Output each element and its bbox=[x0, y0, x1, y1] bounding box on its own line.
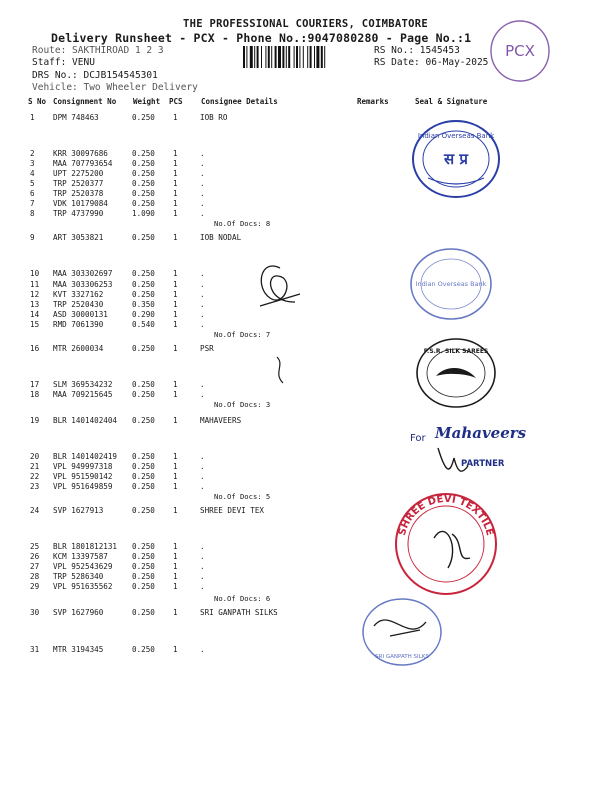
row-consignment-no: VPL 951649859 bbox=[53, 482, 113, 491]
row-weight: 0.250 bbox=[132, 542, 155, 551]
row-weight: 0.250 bbox=[132, 645, 155, 654]
row-consignment-no: UPT 2275200 bbox=[53, 169, 104, 178]
row-weight: 0.250 bbox=[132, 159, 155, 168]
svg-text:स प्र: स प्र bbox=[444, 150, 468, 168]
row-pcs: 1 bbox=[173, 269, 178, 278]
row-consignee: . bbox=[200, 290, 205, 299]
row-sno: 18 bbox=[30, 390, 40, 399]
row-weight: 0.250 bbox=[132, 344, 155, 353]
row-consignee: . bbox=[200, 169, 205, 178]
row-pcs: 1 bbox=[173, 542, 178, 551]
row-consignee: . bbox=[200, 280, 205, 289]
row-pcs: 1 bbox=[173, 462, 178, 471]
col-seal-signature: Seal & Signature bbox=[415, 97, 488, 106]
row-consignment-no: KRR 30097686 bbox=[53, 149, 108, 158]
row-consignment-no: ART 3053821 bbox=[53, 233, 104, 242]
row-pcs: 1 bbox=[173, 582, 178, 591]
docs-count: No.Of Docs: 8 bbox=[214, 219, 271, 228]
row-weight: 0.250 bbox=[132, 233, 155, 242]
runsheet-subtitle: Delivery Runsheet - PCX - Phone No.:9047080280 - Page No.:1 bbox=[51, 31, 472, 45]
iob-nodal-seal bbox=[408, 246, 494, 322]
row-consignment-no: MAA 709215645 bbox=[53, 390, 113, 399]
row-weight: 0.250 bbox=[132, 149, 155, 158]
row-consignment-no: BLR 1401402404 bbox=[53, 416, 118, 425]
row-weight: 0.250 bbox=[132, 582, 155, 591]
row-weight: 1.090 bbox=[132, 209, 155, 218]
row-sno: 4 bbox=[30, 169, 35, 178]
row-consignee: . bbox=[200, 562, 205, 571]
row-sno: 21 bbox=[30, 462, 40, 471]
docs-count: No.Of Docs: 6 bbox=[214, 594, 271, 603]
row-consignee: SRI GANPATH SILKS bbox=[200, 608, 278, 617]
row-pcs: 1 bbox=[173, 280, 178, 289]
row-sno: 9 bbox=[30, 233, 35, 242]
row-pcs: 1 bbox=[173, 310, 178, 319]
row-sno: 12 bbox=[30, 290, 40, 299]
row-consignment-no: MAA 303302697 bbox=[53, 269, 113, 278]
row-consignee: . bbox=[200, 582, 205, 591]
row-weight: 0.250 bbox=[132, 290, 155, 299]
row-weight: 0.250 bbox=[132, 416, 155, 425]
row-consignee: . bbox=[200, 645, 205, 654]
row-consignment-no: MTR 3194345 bbox=[53, 645, 104, 654]
row-consignee: . bbox=[200, 482, 205, 491]
row-consignment-no: TRP 2520378 bbox=[53, 189, 104, 198]
signature-scribble-2 bbox=[265, 355, 295, 387]
row-consignee: . bbox=[200, 310, 205, 319]
row-consignment-no: KVT 3327162 bbox=[53, 290, 104, 299]
row-consignment-no: VPL 951635562 bbox=[53, 582, 113, 591]
row-weight: 0.250 bbox=[132, 280, 155, 289]
row-pcs: 1 bbox=[173, 300, 178, 309]
row-sno: 17 bbox=[30, 380, 40, 389]
row-consignee: IOB RO bbox=[200, 113, 228, 122]
row-pcs: 1 bbox=[173, 416, 178, 425]
row-sno: 5 bbox=[30, 179, 35, 188]
col-weight: Weight bbox=[133, 97, 161, 106]
col-consignee: Consignee Details bbox=[201, 97, 278, 106]
col-sno: S No bbox=[28, 97, 47, 106]
row-consignee: . bbox=[200, 269, 205, 278]
row-consignee: . bbox=[200, 462, 205, 471]
row-pcs: 1 bbox=[173, 572, 178, 581]
row-consignee: . bbox=[200, 179, 205, 188]
row-consignment-no: TRP 5286340 bbox=[53, 572, 104, 581]
row-weight: 0.250 bbox=[132, 482, 155, 491]
row-consignment-no: RMD 7061390 bbox=[53, 320, 104, 329]
row-consignee: . bbox=[200, 572, 205, 581]
mahaveers-name: Mahaveers bbox=[435, 424, 527, 442]
row-sno: 30 bbox=[30, 608, 40, 617]
row-sno: 1 bbox=[30, 113, 35, 122]
iob-nodal-seal-text: Indian Overseas Bank bbox=[415, 280, 487, 288]
row-sno: 25 bbox=[30, 542, 40, 551]
row-sno: 27 bbox=[30, 562, 40, 571]
row-sno: 15 bbox=[30, 320, 40, 329]
row-pcs: 1 bbox=[173, 290, 178, 299]
row-sno: 19 bbox=[30, 416, 40, 425]
row-consignee: . bbox=[200, 390, 205, 399]
row-sno: 26 bbox=[30, 552, 40, 561]
docs-count: No.Of Docs: 3 bbox=[214, 400, 271, 409]
drs-label: DRS No.: DCJB154545301 bbox=[32, 70, 158, 81]
row-weight: 0.290 bbox=[132, 310, 155, 319]
row-pcs: 1 bbox=[173, 149, 178, 158]
row-pcs: 1 bbox=[173, 645, 178, 654]
route-label: Route: SAKTHIROAD 1 2 3 bbox=[32, 45, 164, 56]
psr-seal-text: P.S.R. SILK SAREES bbox=[423, 348, 489, 355]
row-weight: 0.250 bbox=[132, 199, 155, 208]
row-weight: 0.250 bbox=[132, 462, 155, 471]
row-sno: 24 bbox=[30, 506, 40, 515]
row-consignment-no: SLM 369534232 bbox=[53, 380, 113, 389]
row-weight: 0.250 bbox=[132, 269, 155, 278]
row-weight: 0.250 bbox=[132, 113, 155, 122]
row-consignment-no: BLR 1401402419 bbox=[53, 452, 118, 461]
ganpath-seal bbox=[360, 596, 444, 668]
shree-devi-seal-text: SHREE DEVI TEXTILE bbox=[396, 493, 496, 537]
row-pcs: 1 bbox=[173, 113, 178, 122]
row-consignee: . bbox=[200, 472, 205, 481]
row-sno: 20 bbox=[30, 452, 40, 461]
row-weight: 0.250 bbox=[132, 380, 155, 389]
row-pcs: 1 bbox=[173, 189, 178, 198]
row-consignee: . bbox=[200, 552, 205, 561]
docs-count: No.Of Docs: 5 bbox=[214, 492, 271, 501]
signature-scribble-1 bbox=[250, 258, 310, 318]
mahaveers-signature bbox=[436, 444, 472, 478]
row-consignee: . bbox=[200, 320, 205, 329]
row-consignee: . bbox=[200, 209, 205, 218]
row-sno: 8 bbox=[30, 209, 35, 218]
row-weight: 0.250 bbox=[132, 552, 155, 561]
row-consignment-no: VPL 949997318 bbox=[53, 462, 113, 471]
row-sno: 10 bbox=[30, 269, 40, 278]
row-consignee: MAHAVEERS bbox=[200, 416, 242, 425]
corner-stamp-text: PCX bbox=[505, 42, 535, 60]
row-consignment-no: MAA 303306253 bbox=[53, 280, 113, 289]
row-sno: 3 bbox=[30, 159, 35, 168]
company-title: THE PROFESSIONAL COURIERS, COIMBATORE bbox=[183, 18, 428, 30]
row-sno: 31 bbox=[30, 645, 40, 654]
shree-devi-seal bbox=[390, 488, 502, 600]
row-consignment-no: TRP 4737990 bbox=[53, 209, 104, 218]
row-weight: 0.250 bbox=[132, 179, 155, 188]
row-weight: 0.250 bbox=[132, 562, 155, 571]
row-consignee: . bbox=[200, 300, 205, 309]
col-pcs: PCS bbox=[169, 97, 183, 106]
row-consignment-no: VPL 952543629 bbox=[53, 562, 113, 571]
row-consignee: . bbox=[200, 149, 205, 158]
row-pcs: 1 bbox=[173, 562, 178, 571]
row-pcs: 1 bbox=[173, 179, 178, 188]
row-pcs: 1 bbox=[173, 169, 178, 178]
row-sno: 11 bbox=[30, 280, 40, 289]
mahaveers-partner: PARTNER bbox=[461, 459, 505, 469]
row-sno: 2 bbox=[30, 149, 35, 158]
row-pcs: 1 bbox=[173, 608, 178, 617]
row-consignment-no: KCM 13397587 bbox=[53, 552, 108, 561]
rs-date: RS Date: 06-May-2025 bbox=[374, 57, 489, 68]
row-consignment-no: TRP 2520430 bbox=[53, 300, 104, 309]
row-consignment-no: SVP 1627913 bbox=[53, 506, 104, 515]
row-consignee: . bbox=[200, 189, 205, 198]
row-sno: 22 bbox=[30, 472, 40, 481]
row-sno: 6 bbox=[30, 189, 35, 198]
row-pcs: 1 bbox=[173, 233, 178, 242]
row-pcs: 1 bbox=[173, 506, 178, 515]
row-consignment-no: ASD 30000131 bbox=[53, 310, 108, 319]
row-pcs: 1 bbox=[173, 552, 178, 561]
row-consignment-no: BLR 1801812131 bbox=[53, 542, 118, 551]
svg-text:SHREE DEVI TEXTILE bbox=[397, 494, 495, 537]
row-sno: 28 bbox=[30, 572, 40, 581]
row-sno: 7 bbox=[30, 199, 35, 208]
row-consignee: . bbox=[200, 380, 205, 389]
row-weight: 0.250 bbox=[132, 390, 155, 399]
row-weight: 0.540 bbox=[132, 320, 155, 329]
staff-label: Staff: VENU bbox=[32, 57, 95, 68]
row-weight: 0.250 bbox=[132, 572, 155, 581]
row-consignee: . bbox=[200, 542, 205, 551]
row-consignee: SHREE DEVI TEX bbox=[200, 506, 265, 515]
row-pcs: 1 bbox=[173, 390, 178, 399]
docs-count: No.Of Docs: 7 bbox=[214, 330, 271, 339]
row-consignee: PSR bbox=[200, 344, 214, 353]
row-pcs: 1 bbox=[173, 159, 178, 168]
mahaveers-for: For bbox=[410, 433, 426, 444]
row-consignment-no: VDK 10179084 bbox=[53, 199, 108, 208]
col-consignment: Consignment No bbox=[53, 97, 117, 106]
row-consignee: . bbox=[200, 199, 205, 208]
row-pcs: 1 bbox=[173, 199, 178, 208]
barcode bbox=[243, 46, 370, 68]
row-consignee: IOB NODAL bbox=[200, 233, 242, 242]
row-pcs: 1 bbox=[173, 344, 178, 353]
row-consignment-no: VPL 951590142 bbox=[53, 472, 113, 481]
row-weight: 0.250 bbox=[132, 608, 155, 617]
row-sno: 14 bbox=[30, 310, 40, 319]
row-consignee: . bbox=[200, 452, 205, 461]
row-sno: 16 bbox=[30, 344, 40, 353]
iob-ro-seal-text: Indian Overseas Bank bbox=[417, 132, 495, 140]
row-weight: 0.350 bbox=[132, 300, 155, 309]
row-consignment-no: TRP 2520377 bbox=[53, 179, 104, 188]
row-sno: 13 bbox=[30, 300, 40, 309]
row-consignment-no: MAA 707793654 bbox=[53, 159, 113, 168]
row-pcs: 1 bbox=[173, 209, 178, 218]
row-sno: 29 bbox=[30, 582, 40, 591]
psr-seal bbox=[414, 336, 498, 410]
pcx-corner-stamp bbox=[484, 14, 554, 86]
col-remarks: Remarks bbox=[357, 97, 389, 106]
row-pcs: 1 bbox=[173, 380, 178, 389]
row-sno: 23 bbox=[30, 482, 40, 491]
row-pcs: 1 bbox=[173, 452, 178, 461]
row-consignment-no: DPM 748463 bbox=[53, 113, 99, 122]
row-consignee: . bbox=[200, 159, 205, 168]
row-weight: 0.250 bbox=[132, 169, 155, 178]
iob-ro-seal bbox=[410, 118, 502, 200]
ganpath-seal-text: SRI GANPATH SILKS bbox=[375, 654, 429, 660]
rs-number: RS No.: 1545453 bbox=[374, 45, 460, 56]
row-weight: 0.250 bbox=[132, 472, 155, 481]
row-weight: 0.250 bbox=[132, 189, 155, 198]
vehicle-label: Vehicle: Two Wheeler Delivery bbox=[32, 82, 198, 93]
row-weight: 0.250 bbox=[132, 452, 155, 461]
row-pcs: 1 bbox=[173, 482, 178, 491]
row-consignment-no: SVP 1627960 bbox=[53, 608, 104, 617]
row-weight: 0.250 bbox=[132, 506, 155, 515]
row-pcs: 1 bbox=[173, 472, 178, 481]
row-consignment-no: MTR 2600034 bbox=[53, 344, 104, 353]
row-pcs: 1 bbox=[173, 320, 178, 329]
